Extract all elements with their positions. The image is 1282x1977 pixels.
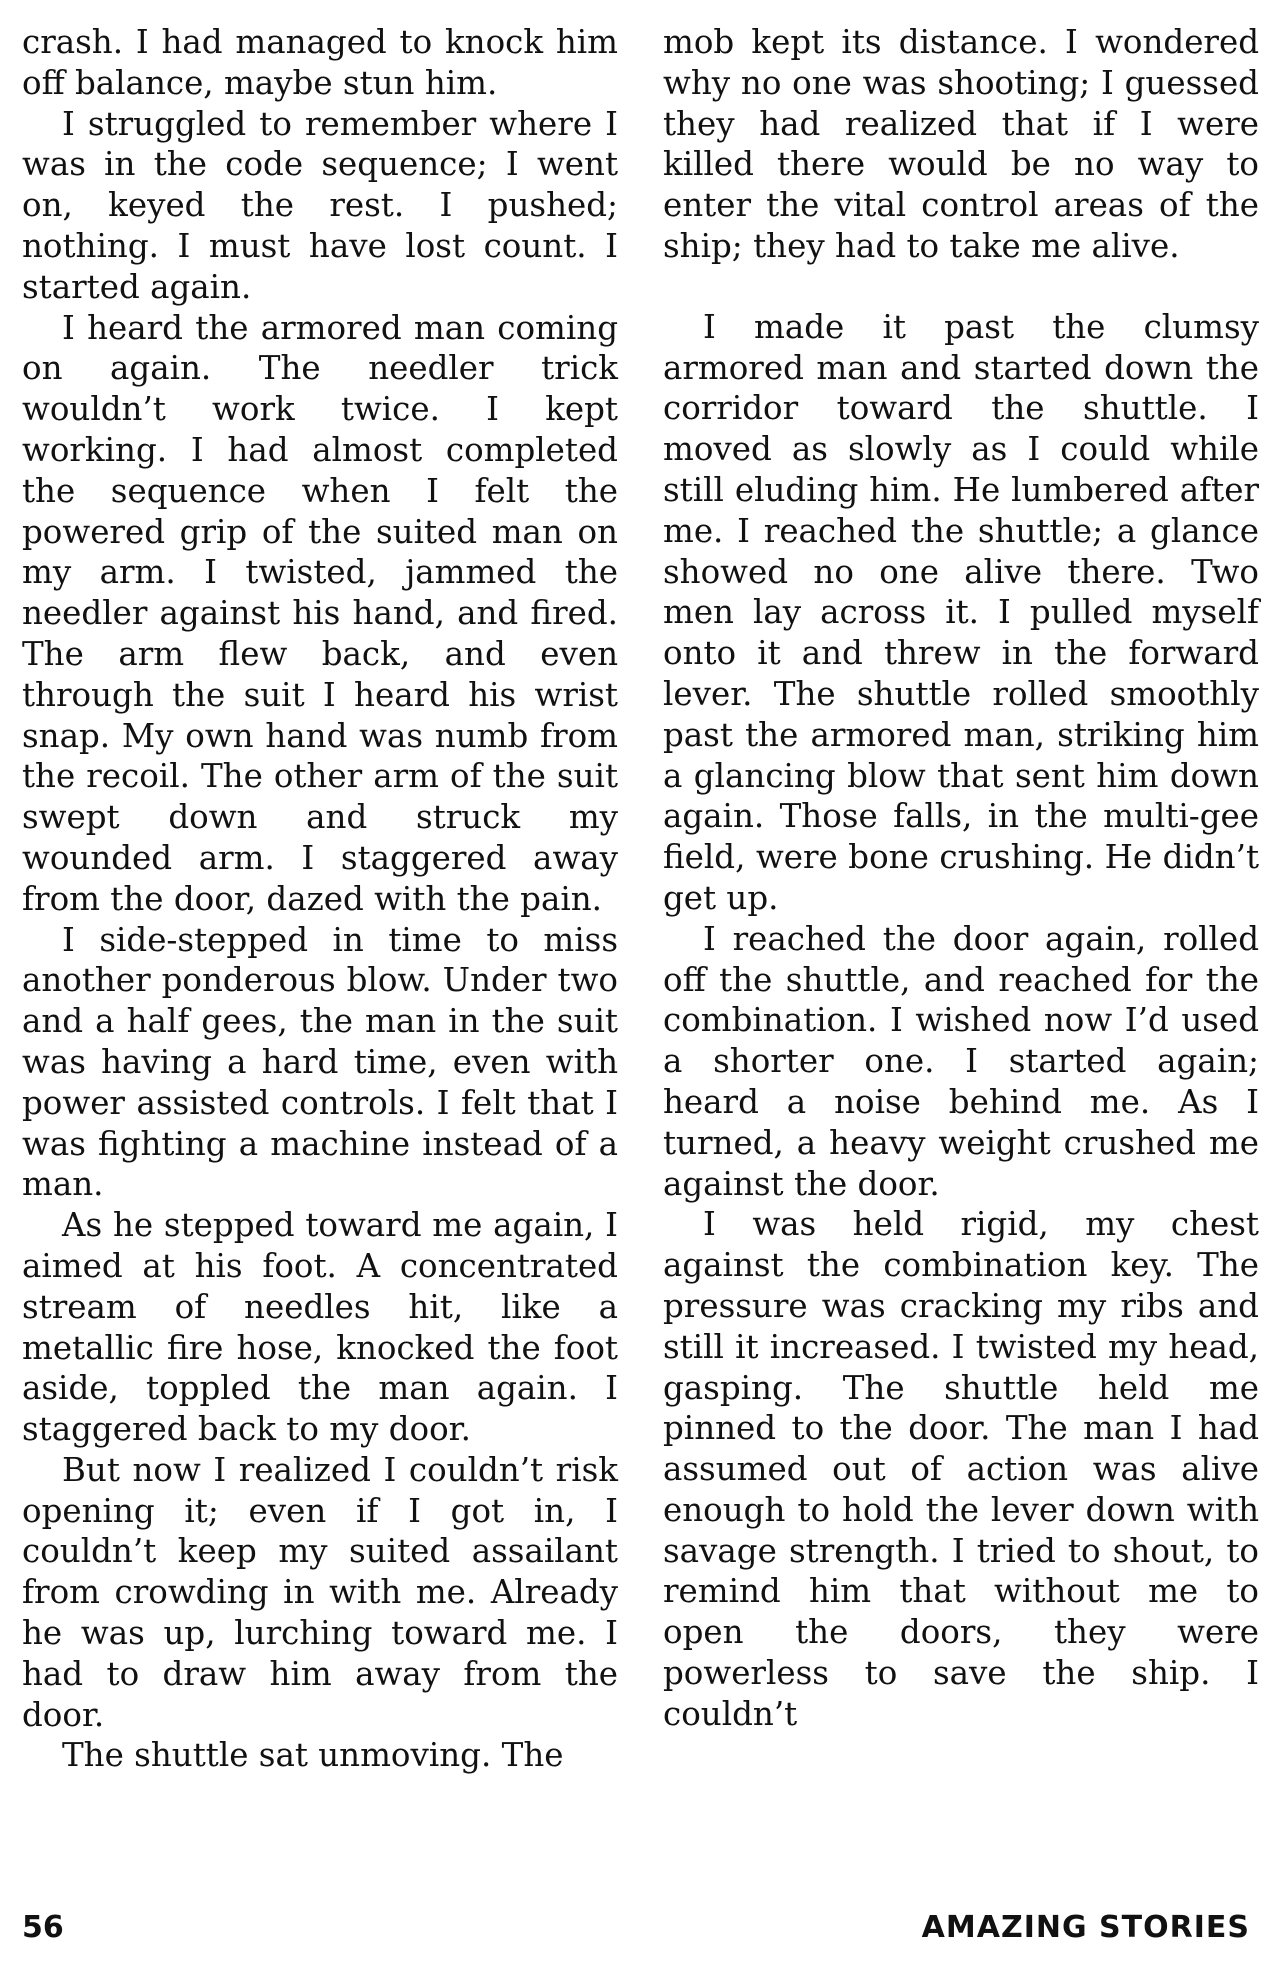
- paragraph: I made it past the clumsy armored man and started down the corridor toward the shuttle. I moved as slowly as I could while still eluding him. He lumbered after me. I reached the shuttle; a glance showed no one alive there. Two men lay across it. I pulled myself onto it and threw in the forward lever. The shuttle rolled smoothly past the armored man, striking him a glancing blow that sent him down again. Those falls, in the multi-gee field, were bone crushing. He didn’t get up.: [663, 307, 1259, 917]
- paragraph: I was held rigid, my chest against the combination key. The pressure was cracking my ribs and still it increased. I twisted my head, gasping. The shuttle held me pinned to the door. The man I had assumed out of action was alive enough to hold the lever down with savage strength. I tried to shout, to remind him that without me to open the doors, they were powerless to save the ship. I couldn’t: [663, 1205, 1259, 1733]
- paragraph-continuation: crash. I had managed to knock him off balance, maybe stun him.: [22, 23, 618, 102]
- paragraph: But now I realized I couldn’t risk opening it; even if I got in, I couldn’t keep my suited assailant from crowding in with me. Already he was up, lurching toward me. I had to draw him away from the door.: [22, 1450, 618, 1734]
- paragraph: I struggled to remember where I was in the code sequence; I went on, keyed the rest. I pushed; nothing. I must have lost count. I started again.: [22, 104, 618, 306]
- magazine-title: AMAZING STORIES: [921, 1910, 1250, 1945]
- paragraph-continuation: mob kept its distance. I wondered why no one was shooting; I guessed they had realized that if I were killed there would be no way to enter the vital control areas of the ship; they had to take me alive.: [663, 23, 1259, 265]
- paragraph: I side-stepped in time to miss another ponderous blow. Under two and a half gees, the man in the suit was having a hard time, even with power assisted controls. I felt that I was fighting a machine instead of a man.: [22, 920, 618, 1204]
- paragraph: The shuttle sat unmoving. The: [62, 1736, 564, 1775]
- paragraph: I heard the armored man coming on again. The needler trick wouldn’t work twice. I kept working. I had almost completed the sequence when I felt the powered grip of the suited man on my arm. I twisted, jammed the needler against his hand, and fired. The arm flew back, and even through the suit I heard his wrist snap. My own hand was numb from the recoil. The other arm of the suit swept down and struck my wounded arm. I staggered away from the door, dazed with the pain.: [22, 308, 618, 918]
- right-column: [663, 22, 1259, 1735]
- page-number: 56: [22, 1910, 64, 1945]
- paragraph: As he stepped toward me again, I aimed at his foot. A concentrated stream of needles hit, like a metallic fire hose, knocked the foot aside, toppled the man again. I staggered back to my door.: [22, 1206, 618, 1449]
- paragraph: I reached the door again, rolled off the shuttle, and reached for the combination. I wished now I’d used a shorter one. I started again; heard a noise behind me. As I turned, a heavy weight crushed me against the door.: [663, 919, 1259, 1203]
- left-column: [22, 22, 618, 1776]
